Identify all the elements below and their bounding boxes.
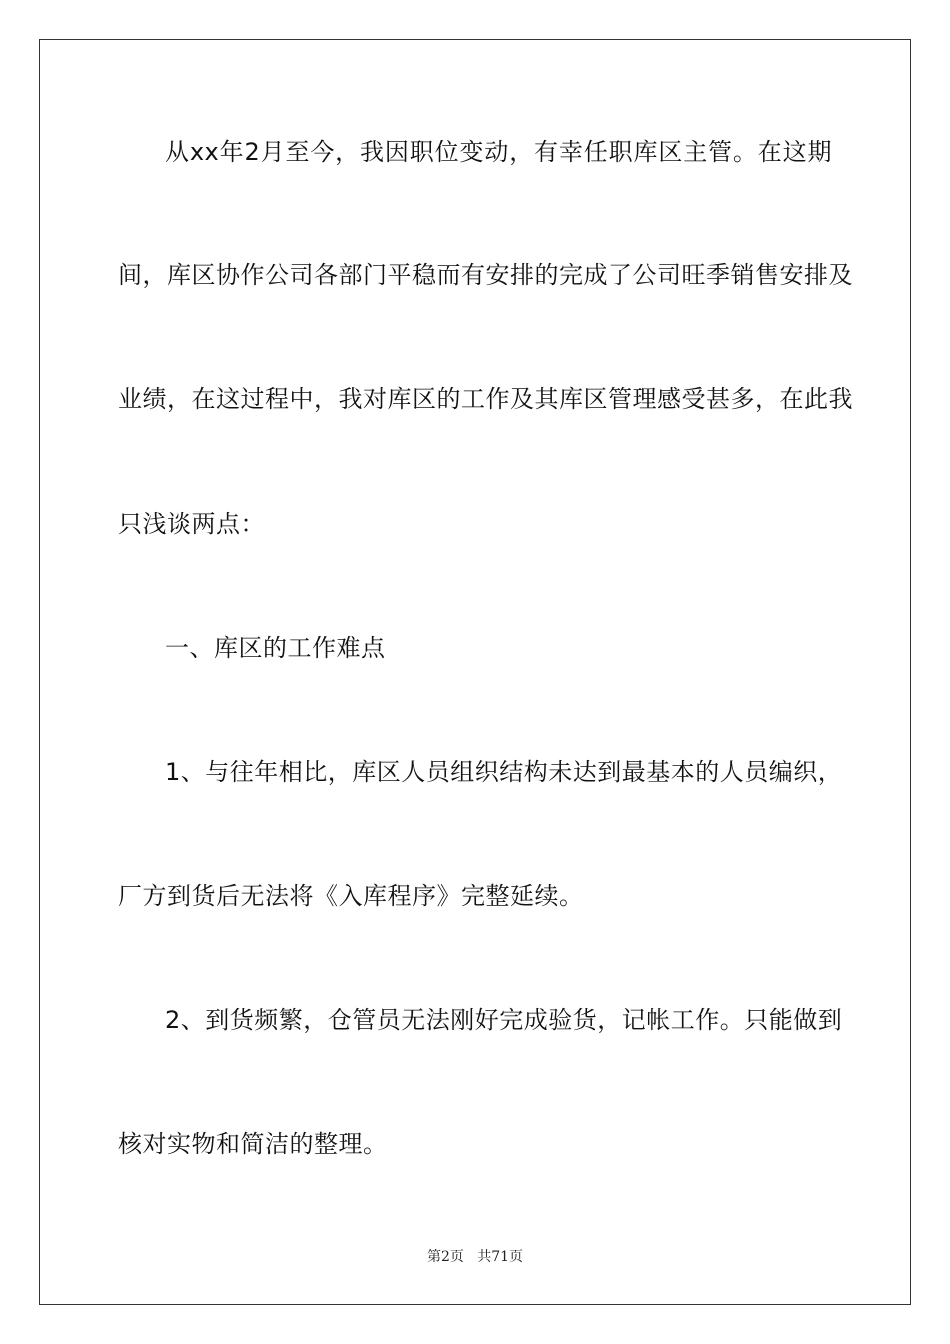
item-1-line-2: 厂方到货后无法将《入库程序》完整延续。 [118,882,584,910]
section-heading: 一、库区的工作难点 [165,634,386,662]
paragraph-1-line-2: 间，库区协作公司各部门平稳而有安排的完成了公司旺季销售安排及 [118,261,853,289]
page-border [39,39,911,1305]
paragraph-1-line-3: 业绩，在这过程中，我对库区的工作及其库区管理感受甚多，在此我 [118,385,853,413]
item-1-line-1: 1、与往年相比，库区人员组织结构未达到最基本的人员编织， [165,758,843,786]
item-2-line-2: 核对实物和简洁的整理。 [118,1130,388,1158]
paragraph-1-line-4: 只浅谈两点： [118,510,265,538]
item-2-line-1: 2、到货频繁，仓管员无法刚好完成验货，记帐工作。只能做到 [165,1006,843,1034]
paragraph-1-line-1: 从xx年2月至今，我因职位变动，有幸任职库区主管。在这期 [165,138,832,166]
page-number-footer: 第2页 共71页 [426,1249,524,1265]
